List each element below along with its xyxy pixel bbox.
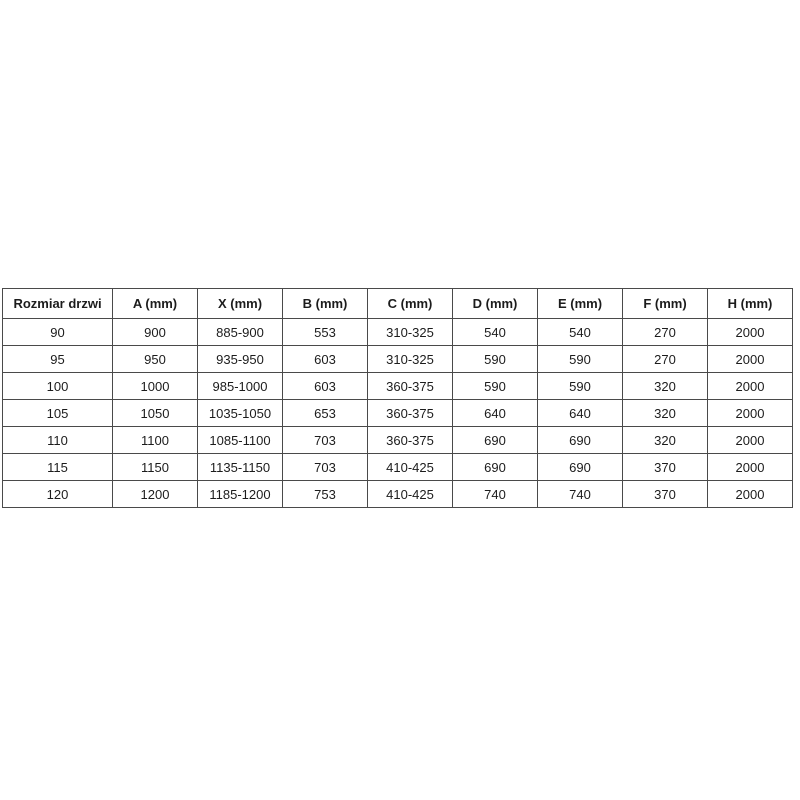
table-cell: 410-425 (368, 481, 453, 508)
table-cell: 115 (3, 454, 113, 481)
column-header-6: E (mm) (538, 289, 623, 319)
table-cell: 1150 (113, 454, 198, 481)
table-cell: 603 (283, 346, 368, 373)
table-cell: 320 (623, 373, 708, 400)
table-cell: 740 (538, 481, 623, 508)
table-cell: 360-375 (368, 373, 453, 400)
table-cell: 2000 (708, 373, 793, 400)
table-cell: 640 (453, 400, 538, 427)
table-cell: 1100 (113, 427, 198, 454)
table-cell: 540 (453, 319, 538, 346)
table-header-row (3, 289, 793, 319)
table-header (3, 289, 793, 319)
table-cell: 703 (283, 454, 368, 481)
table-cell: 950 (113, 346, 198, 373)
table-cell: 900 (113, 319, 198, 346)
table-cell: 885-900 (198, 319, 283, 346)
table-cell: 1085-1100 (198, 427, 283, 454)
table-cell: 270 (623, 346, 708, 373)
table-cell: 740 (453, 481, 538, 508)
table-cell: 985-1000 (198, 373, 283, 400)
table-cell: 653 (283, 400, 368, 427)
door-size-spec-table (2, 288, 793, 508)
table-cell: 270 (623, 319, 708, 346)
table-cell: 320 (623, 400, 708, 427)
table-cell: 590 (538, 346, 623, 373)
table-cell: 1035-1050 (198, 400, 283, 427)
column-header-0: Rozmiar drzwi (3, 289, 113, 319)
table-cell: 1200 (113, 481, 198, 508)
table-cell: 120 (3, 481, 113, 508)
table-cell: 110 (3, 427, 113, 454)
table-cell: 590 (453, 346, 538, 373)
table-cell: 95 (3, 346, 113, 373)
table-cell: 703 (283, 427, 368, 454)
table-cell: 370 (623, 481, 708, 508)
table-cell: 590 (538, 373, 623, 400)
table-row (3, 319, 793, 346)
table-cell: 540 (538, 319, 623, 346)
table-cell: 690 (538, 427, 623, 454)
table-cell: 553 (283, 319, 368, 346)
table-cell: 603 (283, 373, 368, 400)
table-cell: 2000 (708, 427, 793, 454)
table-body (3, 319, 793, 508)
table-cell: 2000 (708, 346, 793, 373)
column-header-3: B (mm) (283, 289, 368, 319)
table-cell: 360-375 (368, 427, 453, 454)
column-header-8: H (mm) (708, 289, 793, 319)
table-row (3, 481, 793, 508)
table-cell: 753 (283, 481, 368, 508)
table-cell: 410-425 (368, 454, 453, 481)
table-cell: 310-325 (368, 319, 453, 346)
table-cell: 640 (538, 400, 623, 427)
column-header-7: F (mm) (623, 289, 708, 319)
table-cell: 320 (623, 427, 708, 454)
table-cell: 690 (538, 454, 623, 481)
table-cell: 690 (453, 427, 538, 454)
table-cell: 1000 (113, 373, 198, 400)
table-row (3, 454, 793, 481)
table-row (3, 400, 793, 427)
column-header-2: X (mm) (198, 289, 283, 319)
table-cell: 1050 (113, 400, 198, 427)
table-cell: 2000 (708, 454, 793, 481)
table-cell: 310-325 (368, 346, 453, 373)
column-header-1: A (mm) (113, 289, 198, 319)
table-cell: 360-375 (368, 400, 453, 427)
table-cell: 105 (3, 400, 113, 427)
table-cell: 2000 (708, 481, 793, 508)
table-cell: 2000 (708, 319, 793, 346)
column-header-5: D (mm) (453, 289, 538, 319)
table-cell: 935-950 (198, 346, 283, 373)
table-cell: 100 (3, 373, 113, 400)
table-row (3, 427, 793, 454)
table-cell: 1185-1200 (198, 481, 283, 508)
table-row (3, 346, 793, 373)
table-cell: 370 (623, 454, 708, 481)
table-cell: 90 (3, 319, 113, 346)
column-header-4: C (mm) (368, 289, 453, 319)
table-cell: 690 (453, 454, 538, 481)
table-cell: 2000 (708, 400, 793, 427)
table-cell: 1135-1150 (198, 454, 283, 481)
table-cell: 590 (453, 373, 538, 400)
table-row (3, 373, 793, 400)
